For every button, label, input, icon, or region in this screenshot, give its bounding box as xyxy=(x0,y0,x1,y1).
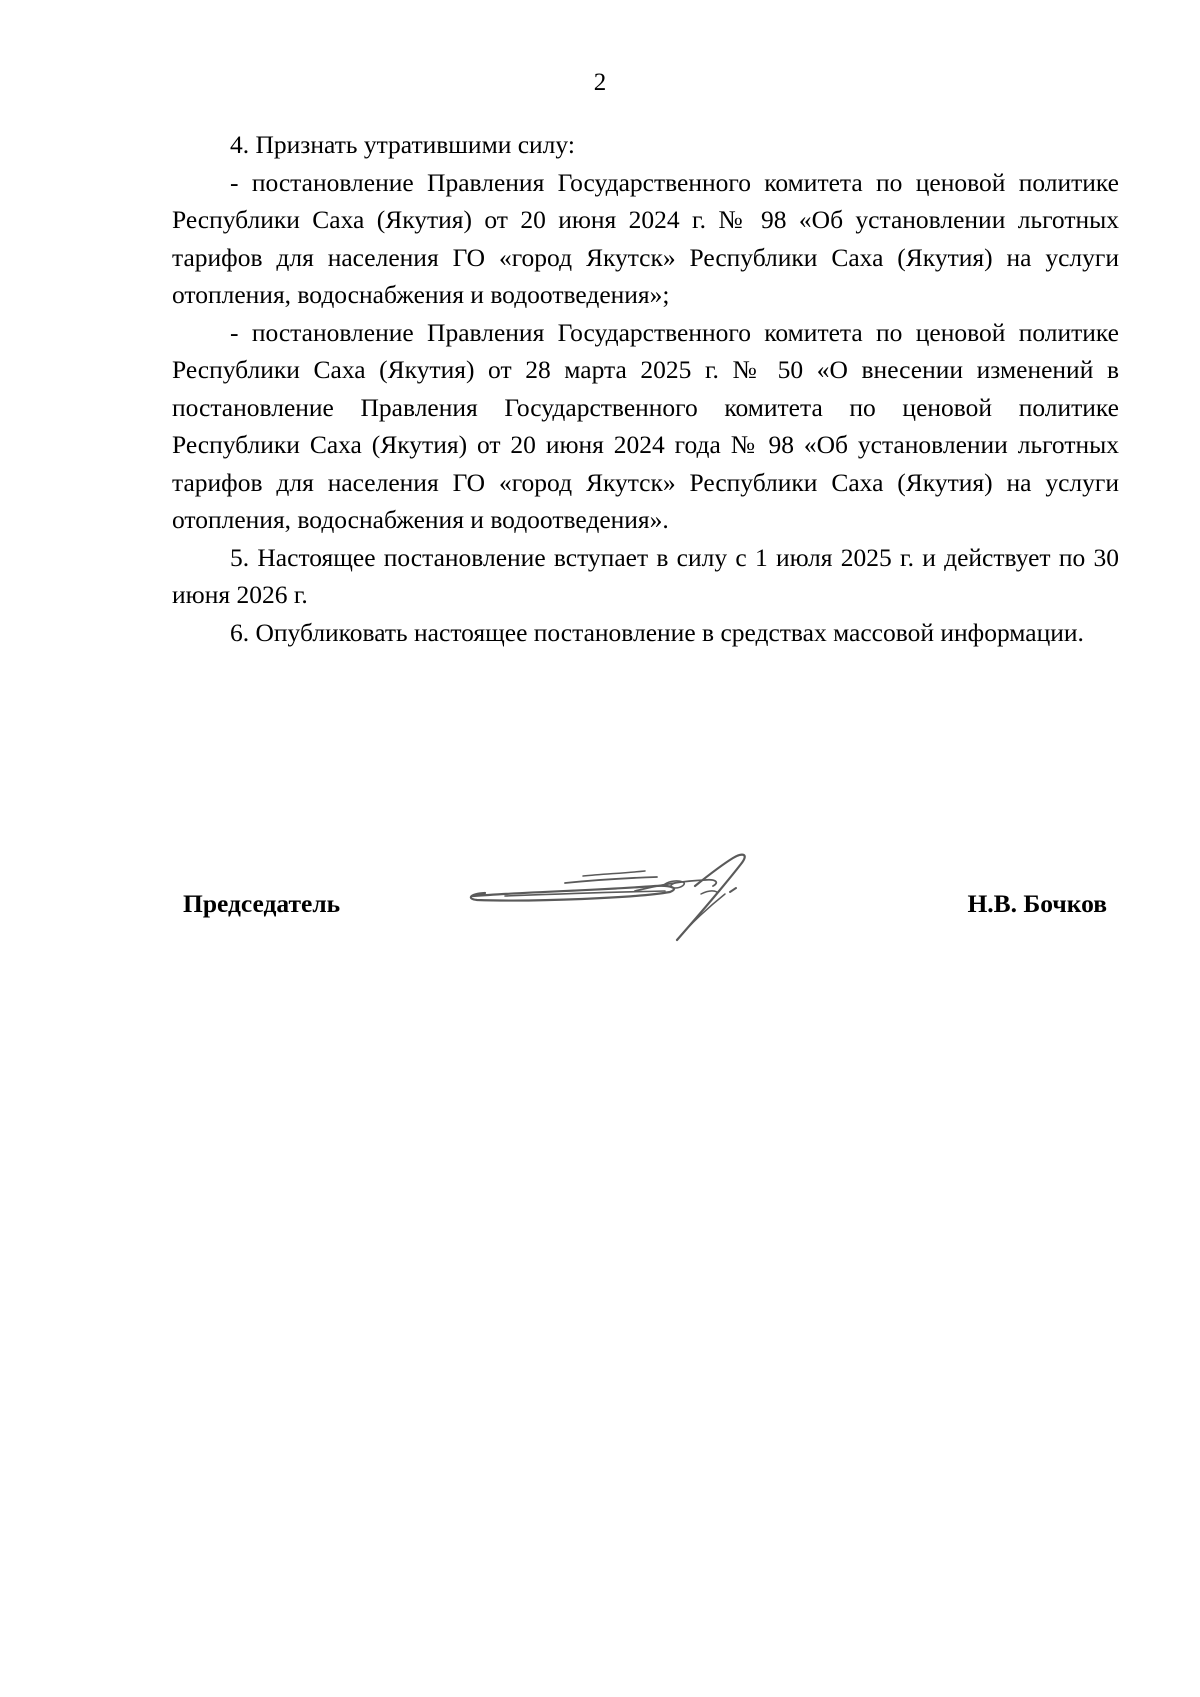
paragraph-item-4: 4. Признать утратившими силу: xyxy=(230,130,575,159)
paragraph-repeal-second: - постановление Правления Государственного комитета по ценовой политике Республики Саха (Якутия) от 28 марта 2025 г. № 50 «О внесении изменений в постановление Правления Государственного комитета по ценовой политике Республики Саха (Якутия) от 20 июня 2024 года № 98 «Об установлении льготных тарифов для населения ГО «город Якутск» Республики Саха (Якутия) на услуги отопления, водоснабжения и водоотведения». xyxy=(172,317,1119,534)
handwritten-signature xyxy=(465,836,795,946)
signature-block xyxy=(0,836,1200,946)
paragraph-item-5: 5. Настоящее постановление вступает в силу с 1 июля 2025 г. и действует по 30 июня 2026 г. xyxy=(172,542,1119,609)
paragraph-item-6: 6. Опубликовать настоящее постановление в средствах массовой информации. xyxy=(230,617,1084,647)
document-body xyxy=(172,126,1119,651)
paragraph-repeal-first: - постановление Правления Государственного комитета по ценовой политике Республики Саха (Якутия) от 20 июня 2024 г. № 98 «Об установлении льготных тарифов для населения ГО «город Якутск» Республики Саха (Якутия) на услуги отопления, водоснабжения и водоотведения»; xyxy=(172,167,1119,309)
signatory-position: Председатель xyxy=(183,889,341,918)
signatory-name: Н.В. Бочков xyxy=(967,889,1107,918)
page-number: 2 xyxy=(593,69,607,96)
